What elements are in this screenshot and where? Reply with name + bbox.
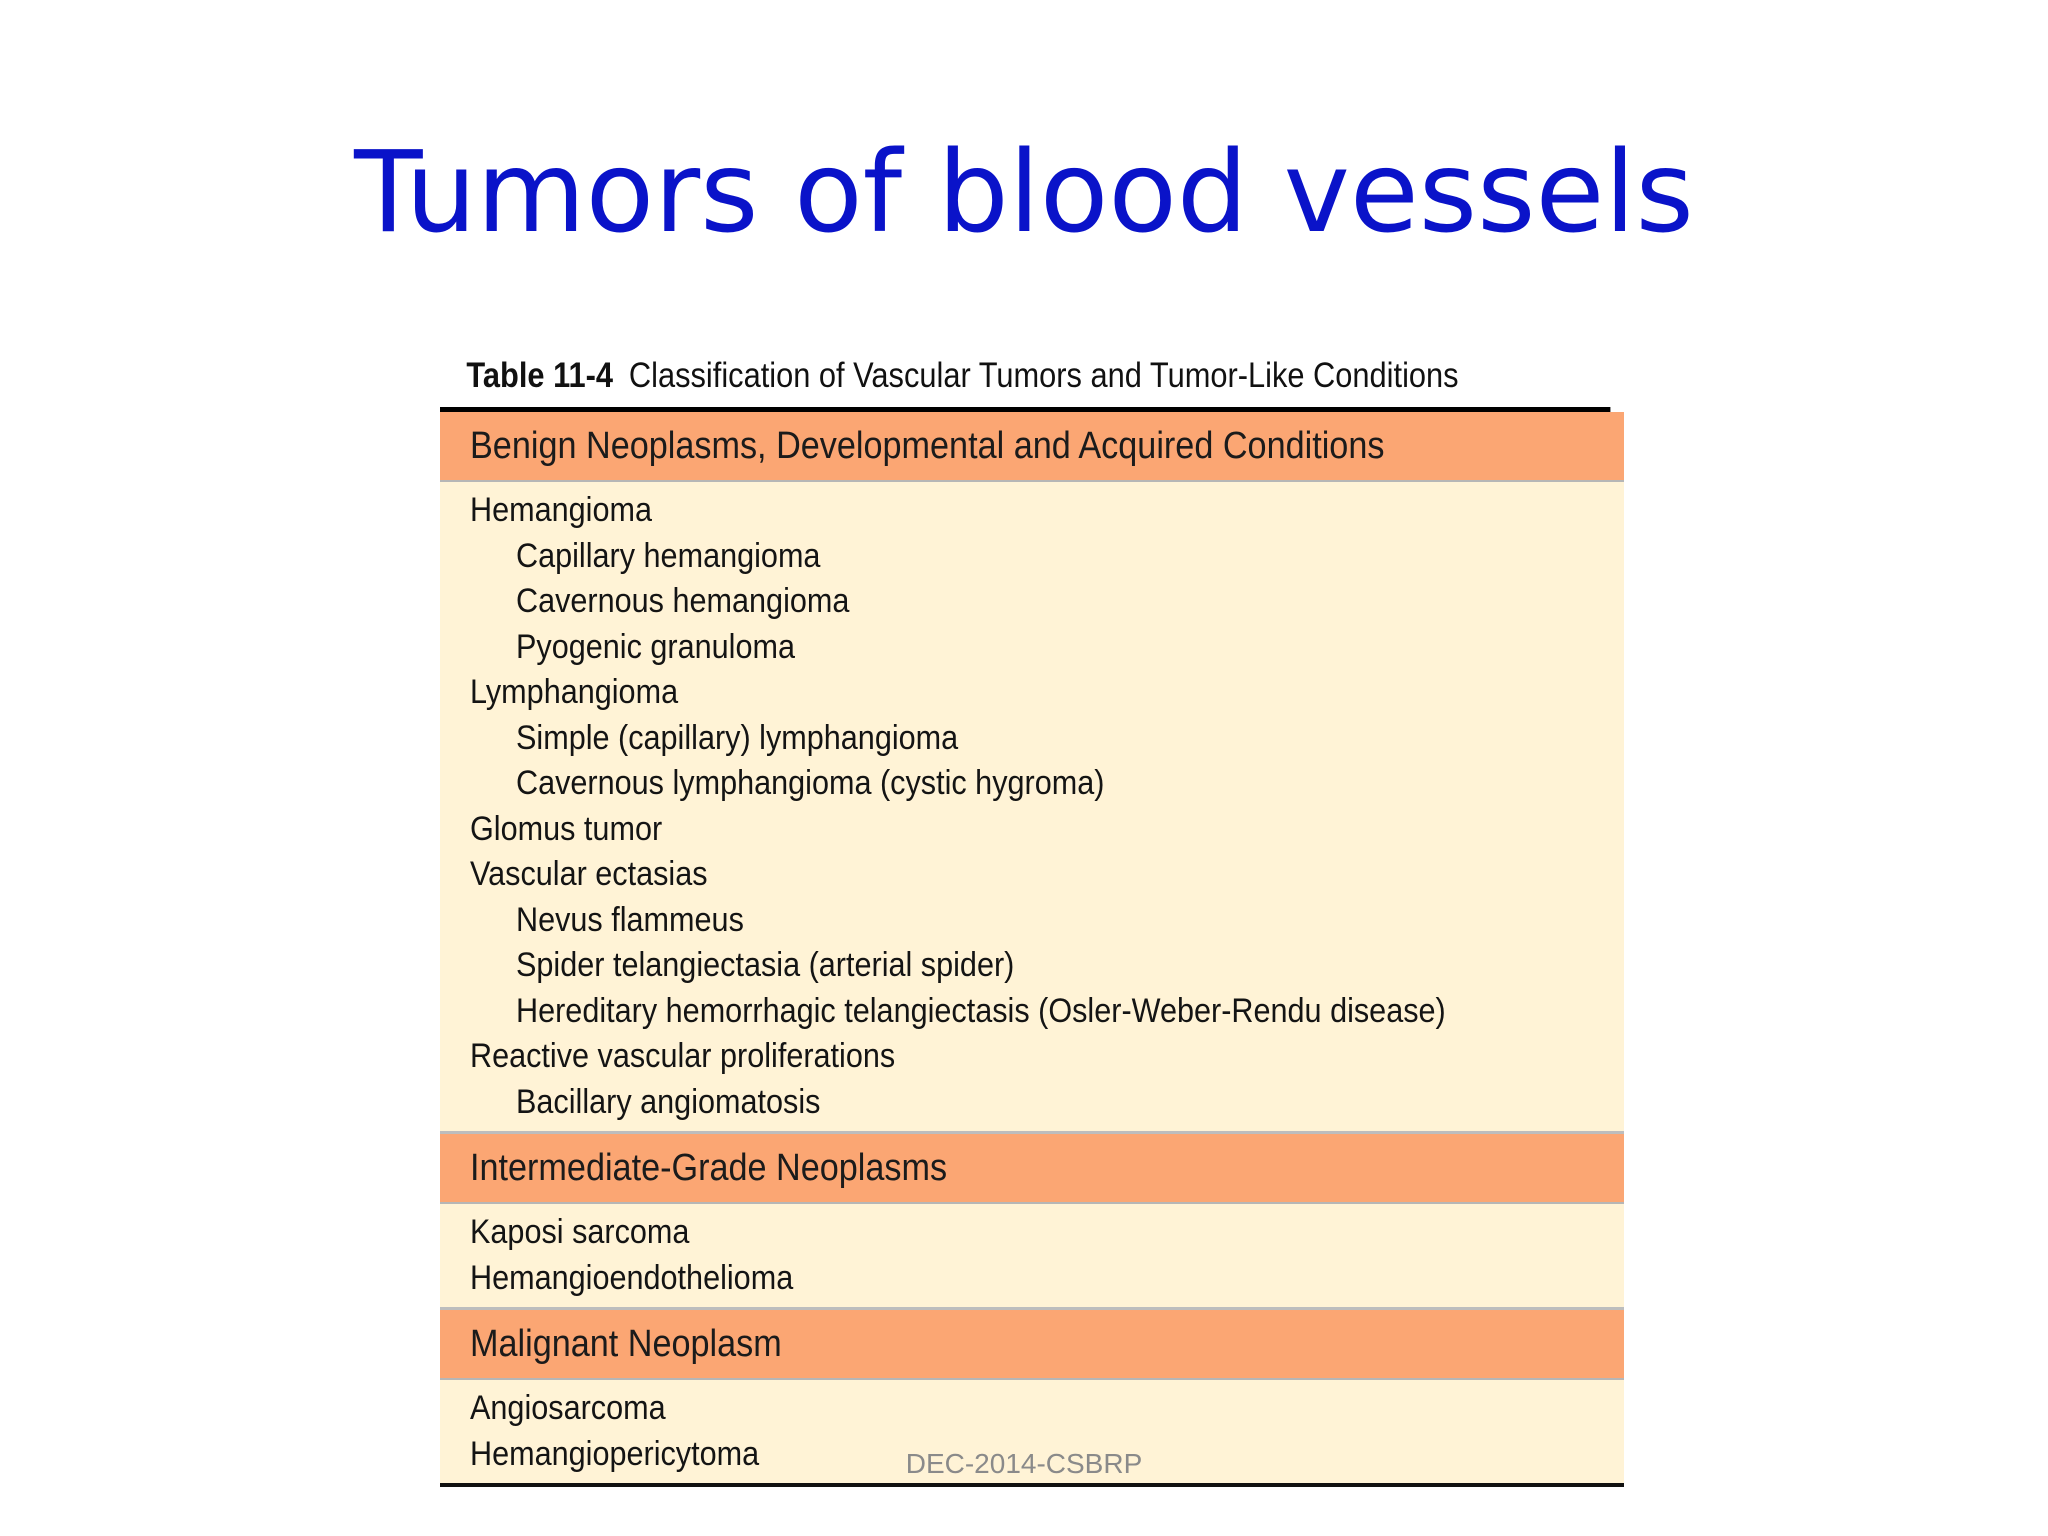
table-subitem bbox=[440, 989, 1624, 1035]
table-item-text: Simple (capillary) lymphangioma bbox=[516, 718, 959, 757]
table-subitem bbox=[440, 579, 1624, 625]
section-header-label: Intermediate-Grade Neoplasms bbox=[470, 1146, 948, 1189]
table-subitem bbox=[440, 943, 1624, 989]
table-item-text: Hemangioendothelioma bbox=[470, 1258, 794, 1297]
table-item-text: Hemangiopericytoma bbox=[470, 1434, 760, 1473]
table-number: Table 11-4 bbox=[466, 356, 614, 395]
table-item-text: Nevus flammeus bbox=[516, 900, 744, 939]
section-header bbox=[440, 412, 1624, 482]
table-item-text: Hemangioma bbox=[470, 491, 652, 529]
table-item bbox=[440, 1256, 1624, 1302]
section-header bbox=[440, 1134, 1624, 1204]
table-item bbox=[440, 488, 1624, 534]
table-item-text: Angiosarcoma bbox=[470, 1389, 666, 1427]
section-body bbox=[440, 1204, 1624, 1310]
section-body bbox=[440, 482, 1624, 1134]
table-item-text: Cavernous lymphangioma (cystic hygroma) bbox=[516, 764, 1105, 802]
table-subitem bbox=[440, 534, 1624, 580]
table-subitem bbox=[440, 716, 1624, 762]
section-header bbox=[440, 1310, 1624, 1380]
table-item bbox=[440, 852, 1624, 898]
table-sections bbox=[440, 412, 1624, 1487]
section-header-label: Benign Neoplasms, Developmental and Acquired Conditions bbox=[470, 424, 1385, 467]
slide-footer: DEC-2014-CSBRP bbox=[905, 1448, 1143, 1479]
table-caption bbox=[440, 345, 1610, 412]
table-subitem bbox=[440, 898, 1624, 944]
table-item-text: Pyogenic granuloma bbox=[516, 627, 795, 666]
table-subitem bbox=[440, 1080, 1624, 1126]
table-subitem bbox=[440, 625, 1624, 671]
table-item bbox=[440, 1386, 1624, 1432]
table-item-text: Cavernous hemangioma bbox=[516, 582, 850, 620]
table-item bbox=[440, 1210, 1624, 1256]
table-item-text: Hereditary hemorrhagic telangiectasis (Osler-Weber-Rendu disease) bbox=[516, 991, 1446, 1030]
table-item-text: Capillary hemangioma bbox=[516, 536, 821, 575]
table-item bbox=[440, 1034, 1624, 1080]
table-item-text: Glomus tumor bbox=[470, 809, 663, 848]
table-caption-text: Classification of Vascular Tumors and Tumor-Like Conditions bbox=[628, 356, 1459, 395]
table-item-text: Spider telangiectasia (arterial spider) bbox=[516, 946, 1015, 984]
slide-title: Tumors of blood vessels bbox=[354, 128, 1694, 258]
table-item-text: Reactive vascular proliferations bbox=[470, 1037, 896, 1075]
table-item-text: Lymphangioma bbox=[470, 673, 679, 711]
table-item-text: Vascular ectasias bbox=[470, 855, 708, 893]
table-item-text: Kaposi sarcoma bbox=[470, 1213, 690, 1251]
table-item bbox=[440, 807, 1624, 853]
table-subitem bbox=[440, 761, 1624, 807]
table-item-text: Bacillary angiomatosis bbox=[516, 1082, 821, 1121]
table-item bbox=[440, 670, 1624, 716]
section-header-label: Malignant Neoplasm bbox=[470, 1322, 782, 1365]
classification-table bbox=[440, 345, 1624, 1487]
